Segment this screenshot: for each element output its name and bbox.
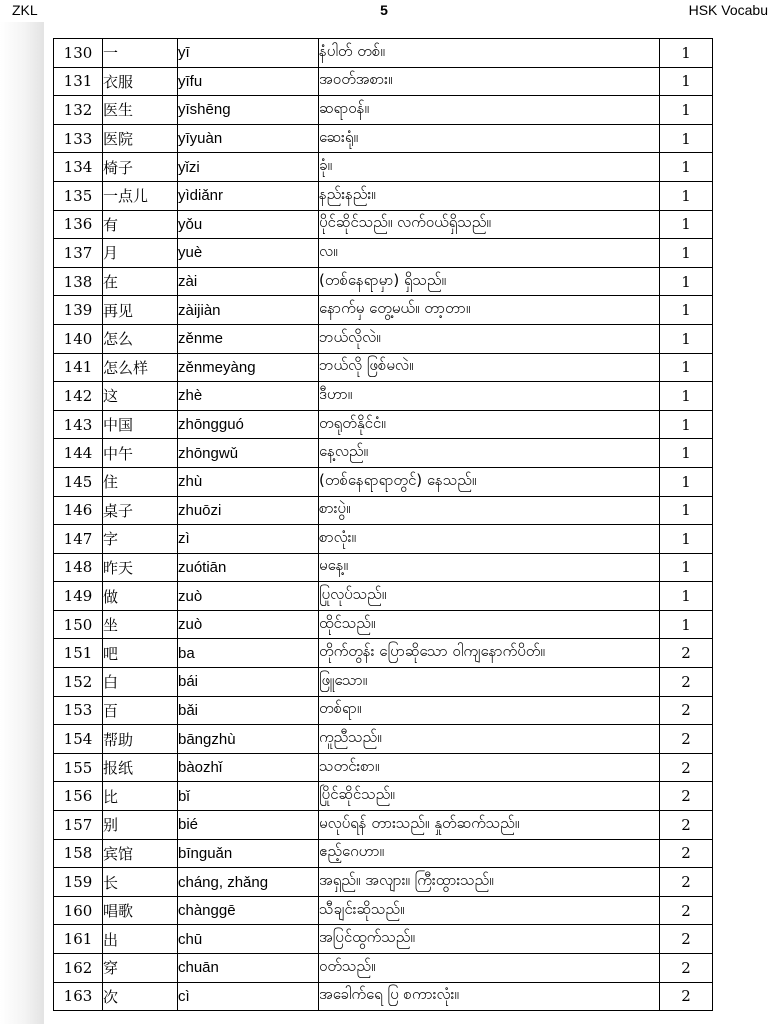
pinyin-cell: bīnguǎn [178, 839, 319, 868]
hanzi-cell: 中午 [103, 439, 178, 468]
meaning-cell: ဒီဟာ။ [319, 382, 660, 411]
pinyin-cell: chànggē [178, 896, 319, 925]
hanzi-cell: 出 [103, 925, 178, 954]
meaning-cell: ပြုလုပ်သည်။ [319, 582, 660, 611]
hsk-level-cell: 1 [660, 67, 713, 96]
table-row [54, 267, 713, 296]
table-row [54, 982, 713, 1011]
meaning-cell: မလုပ်ရန် တားသည်။ နှုတ်ဆက်သည်။ [319, 811, 660, 840]
vocabulary-table-body [54, 39, 713, 1011]
entry-number: 155 [54, 753, 103, 782]
header-left-text: ZKL [12, 2, 38, 18]
entry-number: 134 [54, 153, 103, 182]
table-row [54, 410, 713, 439]
table-row [54, 725, 713, 754]
hanzi-cell: 吧 [103, 639, 178, 668]
hanzi-cell: 桌子 [103, 496, 178, 525]
meaning-cell: မနေ့။ [319, 553, 660, 582]
pinyin-cell: bāngzhù [178, 725, 319, 754]
hsk-level-cell: 1 [660, 467, 713, 496]
entry-number: 133 [54, 124, 103, 153]
hsk-level-cell: 1 [660, 153, 713, 182]
hanzi-cell: 百 [103, 696, 178, 725]
pinyin-cell: ba [178, 639, 319, 668]
entry-number: 142 [54, 382, 103, 411]
meaning-cell: လ။ [319, 239, 660, 268]
pinyin-cell: cháng, zhǎng [178, 868, 319, 897]
entry-number: 152 [54, 668, 103, 697]
table-row [54, 324, 713, 353]
table-row [54, 467, 713, 496]
entry-number: 130 [54, 39, 103, 68]
entry-number: 147 [54, 525, 103, 554]
meaning-cell: ဝတ်သည်။ [319, 954, 660, 983]
hanzi-cell: 别 [103, 811, 178, 840]
table-row [54, 925, 713, 954]
hanzi-cell: 中国 [103, 410, 178, 439]
meaning-cell: နောက်မှ တွေ့မယ်။ တာ့တာ။ [319, 296, 660, 325]
hsk-level-cell: 1 [660, 582, 713, 611]
pinyin-cell: zuò [178, 610, 319, 639]
pinyin-cell: chuān [178, 954, 319, 983]
hanzi-cell: 穿 [103, 954, 178, 983]
pinyin-cell: yīshēng [178, 96, 319, 125]
hsk-level-cell: 2 [660, 639, 713, 668]
table-row [54, 668, 713, 697]
entry-number: 144 [54, 439, 103, 468]
pinyin-cell: zhōngguó [178, 410, 319, 439]
hanzi-cell: 再见 [103, 296, 178, 325]
entry-number: 138 [54, 267, 103, 296]
hanzi-cell: 宾馆 [103, 839, 178, 868]
meaning-cell: စာလုံး။ [319, 525, 660, 554]
table-row [54, 782, 713, 811]
meaning-cell: စားပွဲ။ [319, 496, 660, 525]
table-row [54, 153, 713, 182]
hanzi-cell: 长 [103, 868, 178, 897]
meaning-cell: ဆရာဝန်။ [319, 96, 660, 125]
table-row [54, 382, 713, 411]
table-row [54, 553, 713, 582]
meaning-cell: ဧည့်ဂေဟာ။ [319, 839, 660, 868]
table-row [54, 954, 713, 983]
hsk-level-cell: 1 [660, 96, 713, 125]
entry-number: 153 [54, 696, 103, 725]
meaning-cell: (တစ်နေရာရာတွင်) နေသည်။ [319, 467, 660, 496]
pinyin-cell: zhè [178, 382, 319, 411]
pinyin-cell: zhōngwǔ [178, 439, 319, 468]
table-row [54, 353, 713, 382]
table-row [54, 839, 713, 868]
table-row [54, 525, 713, 554]
table-row [54, 696, 713, 725]
meaning-cell: ပိုင်ဆိုင်သည်။ လက်ဝယ်ရှိသည်။ [319, 210, 660, 239]
meaning-cell: အရှည်။ အလျား။ ကြီးထွားသည်။ [319, 868, 660, 897]
hsk-level-cell: 2 [660, 982, 713, 1011]
hanzi-cell: 医生 [103, 96, 178, 125]
meaning-cell: (တစ်နေရာမှာ) ရှိသည်။ [319, 267, 660, 296]
table-row [54, 239, 713, 268]
entry-number: 139 [54, 296, 103, 325]
hanzi-cell: 椅子 [103, 153, 178, 182]
pinyin-cell: cì [178, 982, 319, 1011]
meaning-cell: ဆေးရုံ။ [319, 124, 660, 153]
hsk-level-cell: 1 [660, 610, 713, 639]
pinyin-cell: zàijiàn [178, 296, 319, 325]
meaning-cell: ဖြူသော။ [319, 668, 660, 697]
hanzi-cell: 次 [103, 982, 178, 1011]
meaning-cell: အဝတ်အစား။ [319, 67, 660, 96]
hsk-level-cell: 2 [660, 753, 713, 782]
meaning-cell: နေ့လည်။ [319, 439, 660, 468]
meaning-cell: ထိုင်သည်။ [319, 610, 660, 639]
entry-number: 143 [54, 410, 103, 439]
hanzi-cell: 做 [103, 582, 178, 611]
entry-number: 150 [54, 610, 103, 639]
entry-number: 163 [54, 982, 103, 1011]
table-row [54, 39, 713, 68]
entry-number: 160 [54, 896, 103, 925]
entry-number: 151 [54, 639, 103, 668]
entry-number: 132 [54, 96, 103, 125]
hsk-level-cell: 1 [660, 239, 713, 268]
pinyin-cell: bái [178, 668, 319, 697]
meaning-cell: နံပါတ် တစ်။ [319, 39, 660, 68]
pinyin-cell: yǒu [178, 210, 319, 239]
pinyin-cell: zěnme [178, 324, 319, 353]
hsk-level-cell: 1 [660, 553, 713, 582]
entry-number: 135 [54, 181, 103, 210]
hanzi-cell: 衣服 [103, 67, 178, 96]
hsk-level-cell: 2 [660, 782, 713, 811]
meaning-cell: ခုံ။ [319, 153, 660, 182]
pinyin-cell: yīfu [178, 67, 319, 96]
hsk-level-cell: 2 [660, 839, 713, 868]
pinyin-cell: bàozhǐ [178, 753, 319, 782]
hanzi-cell: 医院 [103, 124, 178, 153]
hsk-level-cell: 1 [660, 324, 713, 353]
table-row [54, 896, 713, 925]
meaning-cell: တရုတ်နိုင်ငံ။ [319, 410, 660, 439]
hsk-level-cell: 1 [660, 439, 713, 468]
hsk-level-cell: 2 [660, 954, 713, 983]
hsk-level-cell: 1 [660, 382, 713, 411]
hanzi-cell: 坐 [103, 610, 178, 639]
hsk-level-cell: 1 [660, 39, 713, 68]
page-number: 5 [380, 2, 388, 18]
pinyin-cell: bǎi [178, 696, 319, 725]
hanzi-cell: 这 [103, 382, 178, 411]
hsk-level-cell: 1 [660, 267, 713, 296]
pinyin-cell: bǐ [178, 782, 319, 811]
hanzi-cell: 月 [103, 239, 178, 268]
hsk-level-cell: 2 [660, 725, 713, 754]
pinyin-cell: zhù [178, 467, 319, 496]
meaning-cell: တစ်ရာ။ [319, 696, 660, 725]
meaning-cell: အခေါက်ရေ ပြ စကားလုံး။ [319, 982, 660, 1011]
entry-number: 154 [54, 725, 103, 754]
hsk-level-cell: 1 [660, 296, 713, 325]
meaning-cell: နည်းနည်း။ [319, 181, 660, 210]
table-row [54, 210, 713, 239]
hsk-level-cell: 2 [660, 668, 713, 697]
table-row [54, 610, 713, 639]
header-right-text: HSK Vocabu [688, 2, 768, 18]
hanzi-cell: 白 [103, 668, 178, 697]
meaning-cell: ပြိုင်ဆိုင်သည်။ [319, 782, 660, 811]
entry-number: 157 [54, 811, 103, 840]
entry-number: 136 [54, 210, 103, 239]
page-header [0, 0, 768, 22]
hanzi-cell: 比 [103, 782, 178, 811]
hanzi-cell: 报纸 [103, 753, 178, 782]
hanzi-cell: 唱歌 [103, 896, 178, 925]
hsk-level-cell: 1 [660, 525, 713, 554]
meaning-cell: တိုက်တွန်း ပြောဆိုသော ဝါကျနောက်ပိတ်။ [319, 639, 660, 668]
hanzi-cell: 在 [103, 267, 178, 296]
table-row [54, 439, 713, 468]
hanzi-cell: 一 [103, 39, 178, 68]
hsk-level-cell: 1 [660, 124, 713, 153]
hanzi-cell: 怎么样 [103, 353, 178, 382]
table-row [54, 496, 713, 525]
vocabulary-table [53, 38, 713, 1011]
hanzi-cell: 一点儿 [103, 181, 178, 210]
meaning-cell: ဘယ်လို ဖြစ်မလဲ။ [319, 353, 660, 382]
hsk-level-cell: 1 [660, 496, 713, 525]
table-row [54, 639, 713, 668]
meaning-cell: သတင်းစာ။ [319, 753, 660, 782]
hsk-level-cell: 1 [660, 353, 713, 382]
hanzi-cell: 帮助 [103, 725, 178, 754]
hanzi-cell: 怎么 [103, 324, 178, 353]
pinyin-cell: yīyuàn [178, 124, 319, 153]
entry-number: 131 [54, 67, 103, 96]
pinyin-cell: zhuōzi [178, 496, 319, 525]
table-row [54, 124, 713, 153]
hanzi-cell: 昨天 [103, 553, 178, 582]
entry-number: 161 [54, 925, 103, 954]
entry-number: 140 [54, 324, 103, 353]
table-row [54, 753, 713, 782]
hsk-level-cell: 2 [660, 925, 713, 954]
hsk-level-cell: 2 [660, 811, 713, 840]
pinyin-cell: chū [178, 925, 319, 954]
hanzi-cell: 住 [103, 467, 178, 496]
table-row [54, 811, 713, 840]
pinyin-cell: yǐzi [178, 153, 319, 182]
pinyin-cell: zuótiān [178, 553, 319, 582]
hsk-level-cell: 1 [660, 181, 713, 210]
table-row [54, 296, 713, 325]
hsk-level-cell: 2 [660, 868, 713, 897]
pinyin-cell: yuè [178, 239, 319, 268]
entry-number: 146 [54, 496, 103, 525]
table-row [54, 67, 713, 96]
entry-number: 137 [54, 239, 103, 268]
table-row [54, 96, 713, 125]
pinyin-cell: bié [178, 811, 319, 840]
meaning-cell: သီချင်းဆိုသည်။ [319, 896, 660, 925]
entry-number: 156 [54, 782, 103, 811]
entry-number: 159 [54, 868, 103, 897]
pinyin-cell: yī [178, 39, 319, 68]
pinyin-cell: yìdiǎnr [178, 181, 319, 210]
pinyin-cell: zì [178, 525, 319, 554]
table-row [54, 868, 713, 897]
pinyin-cell: zài [178, 267, 319, 296]
hsk-level-cell: 2 [660, 696, 713, 725]
hsk-level-cell: 2 [660, 896, 713, 925]
hsk-level-cell: 1 [660, 410, 713, 439]
hanzi-cell: 有 [103, 210, 178, 239]
table-row [54, 181, 713, 210]
entry-number: 148 [54, 553, 103, 582]
entry-number: 158 [54, 839, 103, 868]
entry-number: 162 [54, 954, 103, 983]
table-row [54, 582, 713, 611]
meaning-cell: ကူညီသည်။ [319, 725, 660, 754]
entry-number: 149 [54, 582, 103, 611]
hsk-level-cell: 1 [660, 210, 713, 239]
meaning-cell: ဘယ်လိုလဲ။ [319, 324, 660, 353]
entry-number: 145 [54, 467, 103, 496]
page-edge-shadow [0, 22, 44, 1024]
hanzi-cell: 字 [103, 525, 178, 554]
pinyin-cell: zěnmeyàng [178, 353, 319, 382]
pinyin-cell: zuò [178, 582, 319, 611]
meaning-cell: အပြင်ထွက်သည်။ [319, 925, 660, 954]
entry-number: 141 [54, 353, 103, 382]
